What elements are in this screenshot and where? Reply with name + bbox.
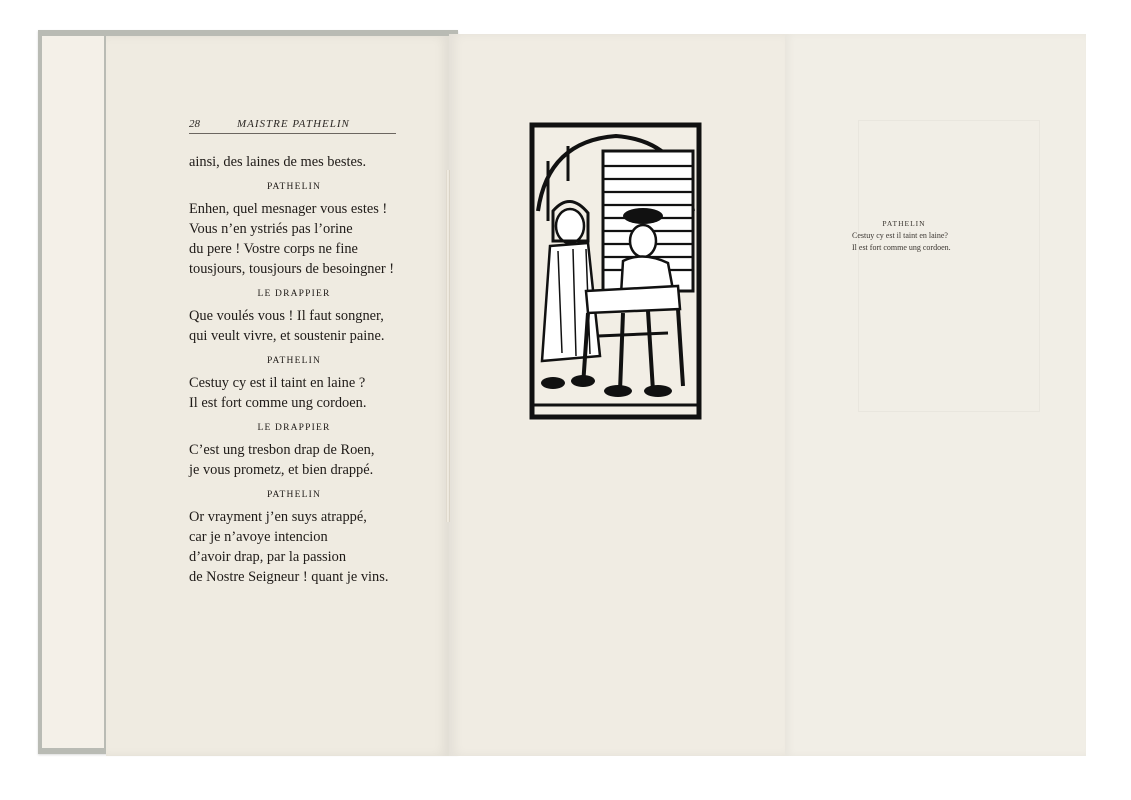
excerpt-speaker: PATHELIN: [882, 219, 926, 228]
verse-line: Il est fort comme ung cordoen.: [189, 395, 367, 411]
speaker-name: LE DRAPPIER: [257, 423, 331, 433]
verse-line: Or vrayment j’en suys atrappé,: [189, 509, 367, 525]
woodcut-illustration: [528, 121, 703, 421]
verse-line: car je n’avoye intencion: [189, 529, 328, 545]
verse-line: Vous n’en ystriés pas l’orine: [189, 221, 353, 237]
verse-line: je vous prometz, et bien drappé.: [189, 462, 374, 478]
verse-line: C’est ung tresbon drap de Roen,: [189, 442, 375, 458]
foldout-excerpt: [852, 218, 972, 254]
verse-line: ainsi, des laines de mes bestes.: [189, 154, 367, 170]
verse-line: du pere ! Vostre corps ne fine: [189, 241, 358, 257]
page-fold: [446, 170, 450, 522]
verse-line: d’avoir drap, par la passion: [189, 549, 347, 565]
verse-text: [189, 152, 429, 587]
running-title: MAISTRE PATHELIN: [237, 118, 350, 130]
endpaper: [42, 36, 104, 748]
verse-line: tousjours, tousjours de besoingner !: [189, 261, 395, 277]
excerpt-line-2: Il est fort comme ung cordoen.: [852, 243, 951, 252]
speaker-name: PATHELIN: [266, 182, 322, 192]
speaker-name: PATHELIN: [266, 490, 322, 500]
excerpt-line-1: Cestuy cy est il taint en laine?: [852, 231, 948, 240]
verse-line: Enhen, quel mesnager vous estes !: [189, 201, 388, 217]
verse-line: Que voulés vous ! Il faut songner,: [189, 308, 384, 324]
verse-line: qui veult vivre, et soustenir paine.: [189, 328, 385, 344]
page-number: 28: [189, 118, 200, 130]
running-header: [189, 118, 396, 134]
show-through-text: [858, 120, 1040, 412]
verse-line: Cestuy cy est il taint en laine ?: [189, 375, 366, 391]
verse-line: de Nostre Seigneur ! quant je vins.: [189, 569, 389, 585]
speaker-name: LE DRAPPIER: [257, 289, 331, 299]
speaker-name: PATHELIN: [266, 356, 322, 366]
